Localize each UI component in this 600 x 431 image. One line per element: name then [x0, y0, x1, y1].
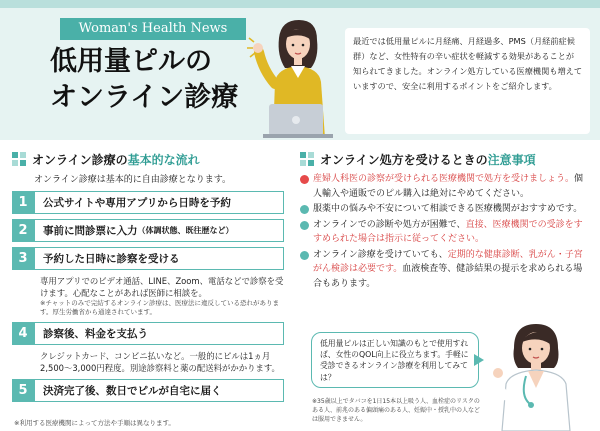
step-3: [12, 247, 284, 270]
caution-title-accent: 注意事項: [487, 152, 536, 167]
doctor-illustration: [484, 318, 584, 431]
caution-item-4: オンライン診療を受けていても、定期的な健康診断、乳がん・子宮がん検診は必要です。血液検査等、健診結果の提示を求められる場合もあります。: [300, 248, 590, 292]
flow-title-accent: 基本的な流れ: [127, 152, 200, 167]
flow-section-title: [12, 150, 284, 168]
flow-section: [12, 150, 284, 407]
step-3-note: ※チャットのみで完結するオンライン診療は、医療法に違反している恐れがあります。厚生労働省から通達されています。: [40, 299, 280, 316]
step-sub-label: （体調状態、既往歴など）: [137, 226, 234, 235]
intro-box: [345, 28, 590, 134]
caution-item-2: 服薬中の悩みや不安について相談できる医療機関がおすすめです。: [300, 202, 590, 217]
speech-bubble-tail: [474, 354, 484, 366]
caution-section-title: [300, 150, 590, 168]
step-label: 予約した日時に診察を受ける: [34, 247, 284, 270]
step-4-description: クレジットカード、コンビニ払いなど。一般的にピルは1ヵ月2,500〜3,000円程度。別途診察料と薬の配送料がかかります。: [40, 351, 280, 373]
dot-icon: [300, 205, 309, 214]
flow-lead-text: オンライン診療は基本的に自由診療となります。: [34, 175, 232, 185]
dot-icon: [300, 175, 309, 184]
step-number: 2: [12, 219, 34, 242]
step-4: [12, 322, 284, 345]
step-2: [12, 219, 284, 242]
woman-laptop-illustration: [245, 12, 345, 138]
title-line-2: オンライン診療: [50, 82, 239, 113]
step-number: 4: [12, 322, 34, 345]
step-number: 5: [12, 379, 34, 402]
step-number: 3: [12, 247, 34, 270]
title-line-1: 低用量ピルの: [50, 46, 212, 77]
step-label: 決済完了後、数日でピルが自宅に届く: [34, 379, 284, 402]
step-1: [12, 191, 284, 214]
doctor-speech-bubble: 低用量ピルは正しい知識のもとで使用すれば、女性のQOL向上に役立ちます。手軽に受診できるオンライン診療を利用してみては？: [311, 332, 479, 388]
step-3-description: 専用アプリでのビデオ通話、LINE、Zoom、電話などで診察を受けます。心配なことがあれば医師に相談を。 ※チャットのみで完結するオンライン診療は、医療法に違反している恐れがあります。厚生労働省から通達されています。: [40, 276, 284, 316]
flow-title-plain: オンライン診療の: [32, 152, 128, 167]
header-banner: [0, 0, 600, 140]
step-label: 公式サイトや専用アプリから日時を予約: [34, 191, 284, 214]
caution-footnote: ※35歳以上でタバコを1日15本以上吸う人、血栓症のリスクのある人、前兆のある偏頭痛のある人、妊娠中・授乳中の人などは服用できません。: [312, 398, 481, 423]
flow-footnote: ※利用する医療機関によって方法や手順は異なります。: [14, 419, 175, 427]
step-label: 診察後、料金を支払う: [34, 322, 284, 345]
step-number: 1: [12, 191, 34, 214]
step-5: [12, 379, 284, 402]
square-grid-icon: [300, 152, 314, 166]
intro-text: 最近では低用量ピルに月経痛、月経過多、PMS（月経前症候群）など、女性特有の辛い症状を軽減する効果があることが知られてきました。オンライン処方している医療機関も増えていますので、安全に利用するポイントをご紹介します。: [353, 36, 583, 91]
caution-title-plain: オンライン処方を受けるときの: [320, 152, 488, 167]
header-stripe: [0, 0, 600, 8]
step-label: 事前に問診票に入力 （体調状態、既往歴など）: [34, 219, 284, 242]
square-grid-icon: [12, 152, 26, 166]
caution-list: [300, 172, 590, 291]
dot-icon: [300, 251, 309, 260]
caution-item-3: オンラインでの診断や処方が困難で、直接、医療機関での受診をすすめられた場合は指示に従ってください。: [300, 218, 590, 247]
dot-icon: [300, 221, 309, 230]
caution-section: [300, 150, 590, 292]
caution-item-1: 産婦人科医の診察が受けられる医療機関で処方を受けましょう。個人輸入や通販でのピル購入は絶対にやめてください。: [300, 172, 590, 201]
tagline-badge: Woman's Health News: [60, 18, 246, 40]
